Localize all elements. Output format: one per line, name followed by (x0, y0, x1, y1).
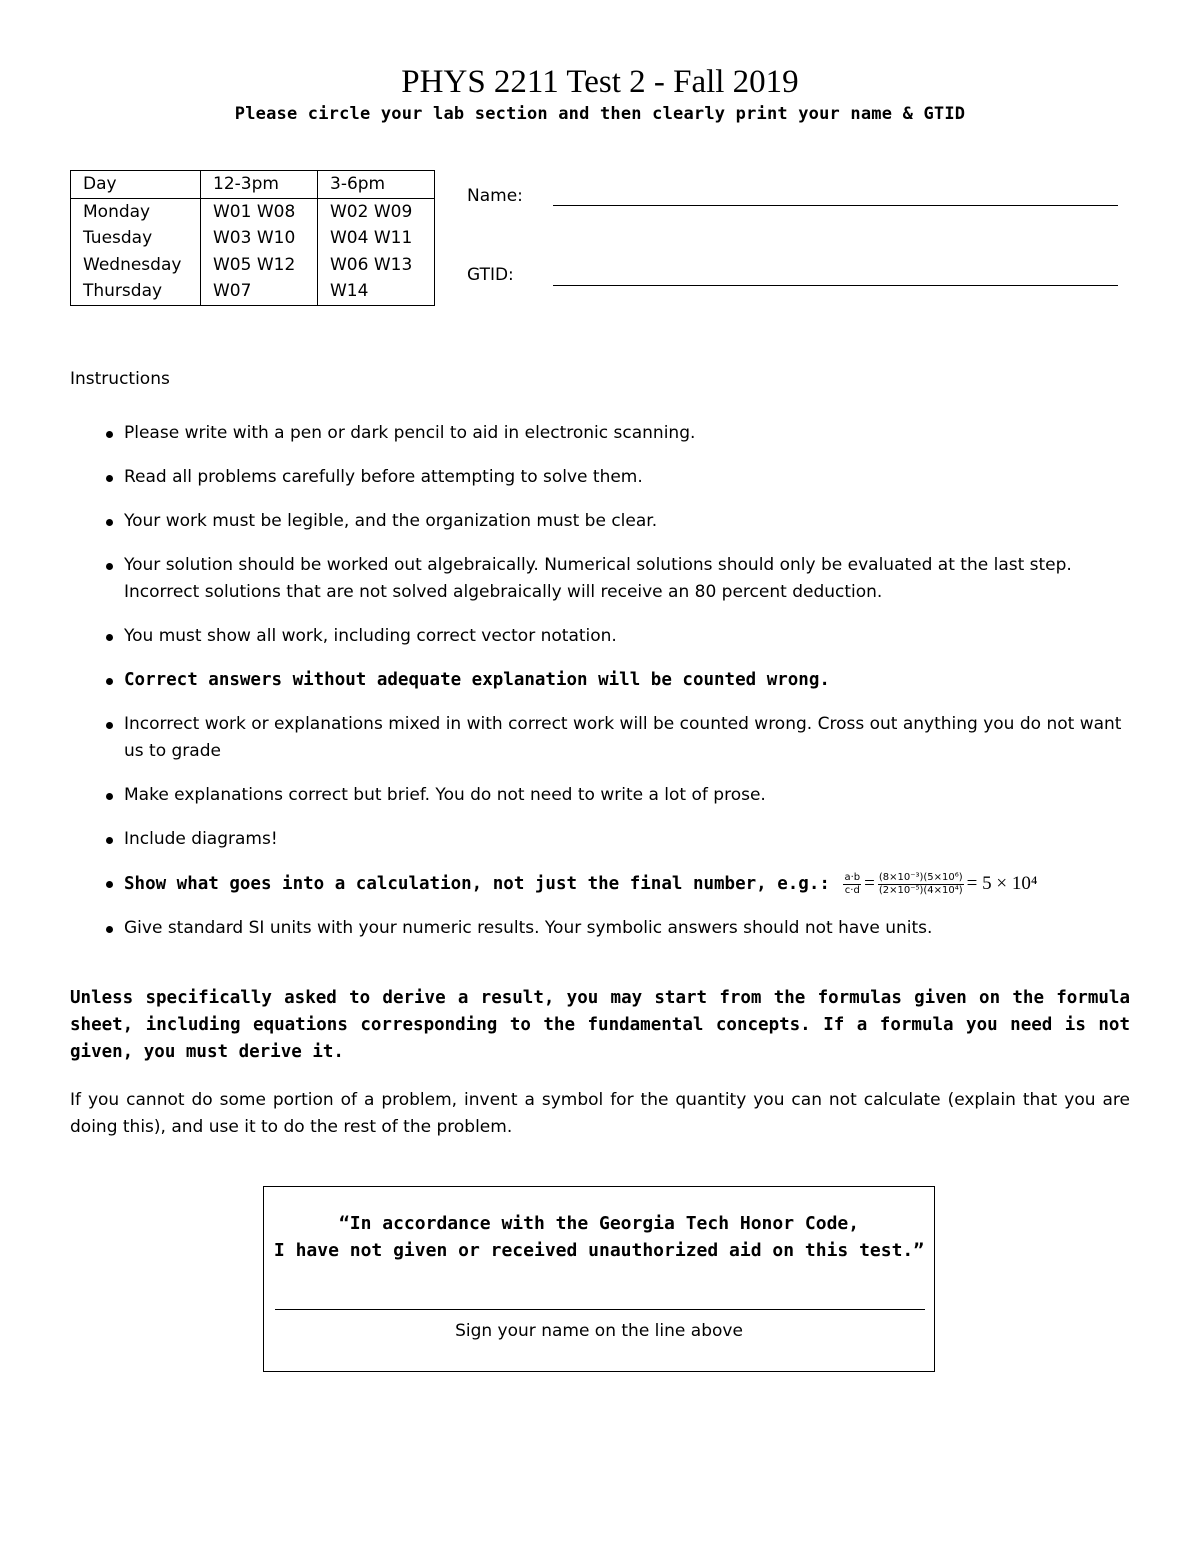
name-label: Name: (467, 186, 523, 206)
signature-caption: Sign your name on the line above (455, 1321, 743, 1341)
instructions-heading: Instructions (70, 369, 170, 389)
table-cell-day: Thursday (83, 281, 163, 301)
table-cell-section: W04 W11 (318, 225, 435, 252)
table-cell-section: W14 (318, 278, 435, 305)
honor-code-line-2: I have not given or received unauthorized aid on this test.” (273, 1240, 925, 1261)
table-cell-day: Wednesday (83, 254, 182, 275)
list-item: Include diagrams! (70, 826, 1130, 853)
list-item: Incorrect work or explanations mixed in with correct work will be counted wrong. Cross out anything you do not want us to grade (70, 711, 1130, 765)
list-item: Read all problems carefully before attempting to solve them. (70, 464, 1130, 491)
table-cell-section: W03 W10 (201, 225, 318, 252)
list-item: Give standard SI units with your numeric results. Your symbolic answers should not have units. (70, 915, 1130, 942)
equals-sign: = (864, 873, 875, 894)
table-cell-day: Monday (83, 201, 151, 222)
formula-note: Unless specifically asked to derive a result, you may start from the formulas given on the formula sheet, including equations corresponding to the fundamental concepts. If a formula you need is not given, you must derive it. (70, 988, 1130, 1062)
example-fraction-numeric (878, 872, 964, 897)
table-cell-section: W06 W13 (318, 252, 435, 279)
gtid-line (553, 285, 1118, 286)
instructions-list (70, 420, 1130, 959)
honor-code-box (263, 1186, 935, 1372)
list-item: Make explanations correct but brief. You do not need to write a lot of prose. (70, 782, 1130, 809)
fraction-denominator: (2×10⁻⁵)(4×10⁴) (878, 884, 963, 896)
table-row (71, 278, 435, 305)
honor-code-line-1: “In accordance with the Georgia Tech Honor Code, (338, 1213, 860, 1234)
fraction-numerator: a·b (844, 871, 861, 883)
calculation-example-text: Show what goes into a calculation, not just the final number, e.g.: (124, 874, 830, 894)
list-item: Your solution should be worked out algebraically. Numerical solutions should only be evaluated at the last step. Incorrect solutions that are not solved algebraically will receive an 80 percent deduction. (70, 552, 1130, 606)
list-item: Please write with a pen or dark pencil to aid in electronic scanning. (70, 420, 1130, 447)
table-header-row (71, 171, 435, 199)
example-result: = 5 × 10⁴ (966, 873, 1038, 894)
page-subtitle: Please circle your lab section and then clearly print your name & GTID (234, 104, 966, 124)
list-item: Your work must be legible, and the organization must be clear. (70, 508, 1130, 535)
name-line (553, 205, 1118, 206)
table-cell-section: W07 (201, 278, 318, 305)
table-row (71, 225, 435, 252)
lab-section-table (70, 170, 435, 306)
list-item: You must show all work, including correct vector notation. (70, 623, 1130, 650)
page-title: PHYS 2211 Test 2 - Fall 2019 (401, 64, 799, 100)
table-cell-section: W05 W12 (201, 252, 318, 279)
table-header-cell: 12-3pm (201, 171, 318, 199)
table-cell-day: Tuesday (83, 228, 153, 248)
example-fraction-symbolic (843, 872, 861, 897)
list-item-calculation-example (70, 870, 1130, 898)
table-row (71, 198, 435, 225)
fraction-denominator: c·d (844, 884, 860, 896)
symbol-note: If you cannot do some portion of a problem, invent a symbol for the quantity you can not calculate (explain that you are doing this), and use it to do the rest of the problem. (70, 1090, 1130, 1137)
table-header-cell: Day (71, 171, 201, 199)
table-cell-section: W02 W09 (318, 198, 435, 225)
table-header-cell: 3-6pm (318, 171, 435, 199)
gtid-label: GTID: (467, 265, 514, 285)
list-item: Correct answers without adequate explanation will be counted wrong. (70, 667, 1130, 694)
table-cell-section: W01 W08 (201, 198, 318, 225)
table-row (71, 252, 435, 279)
signature-line (275, 1309, 925, 1310)
fraction-numerator: (8×10⁻³)(5×10⁶) (878, 871, 963, 883)
